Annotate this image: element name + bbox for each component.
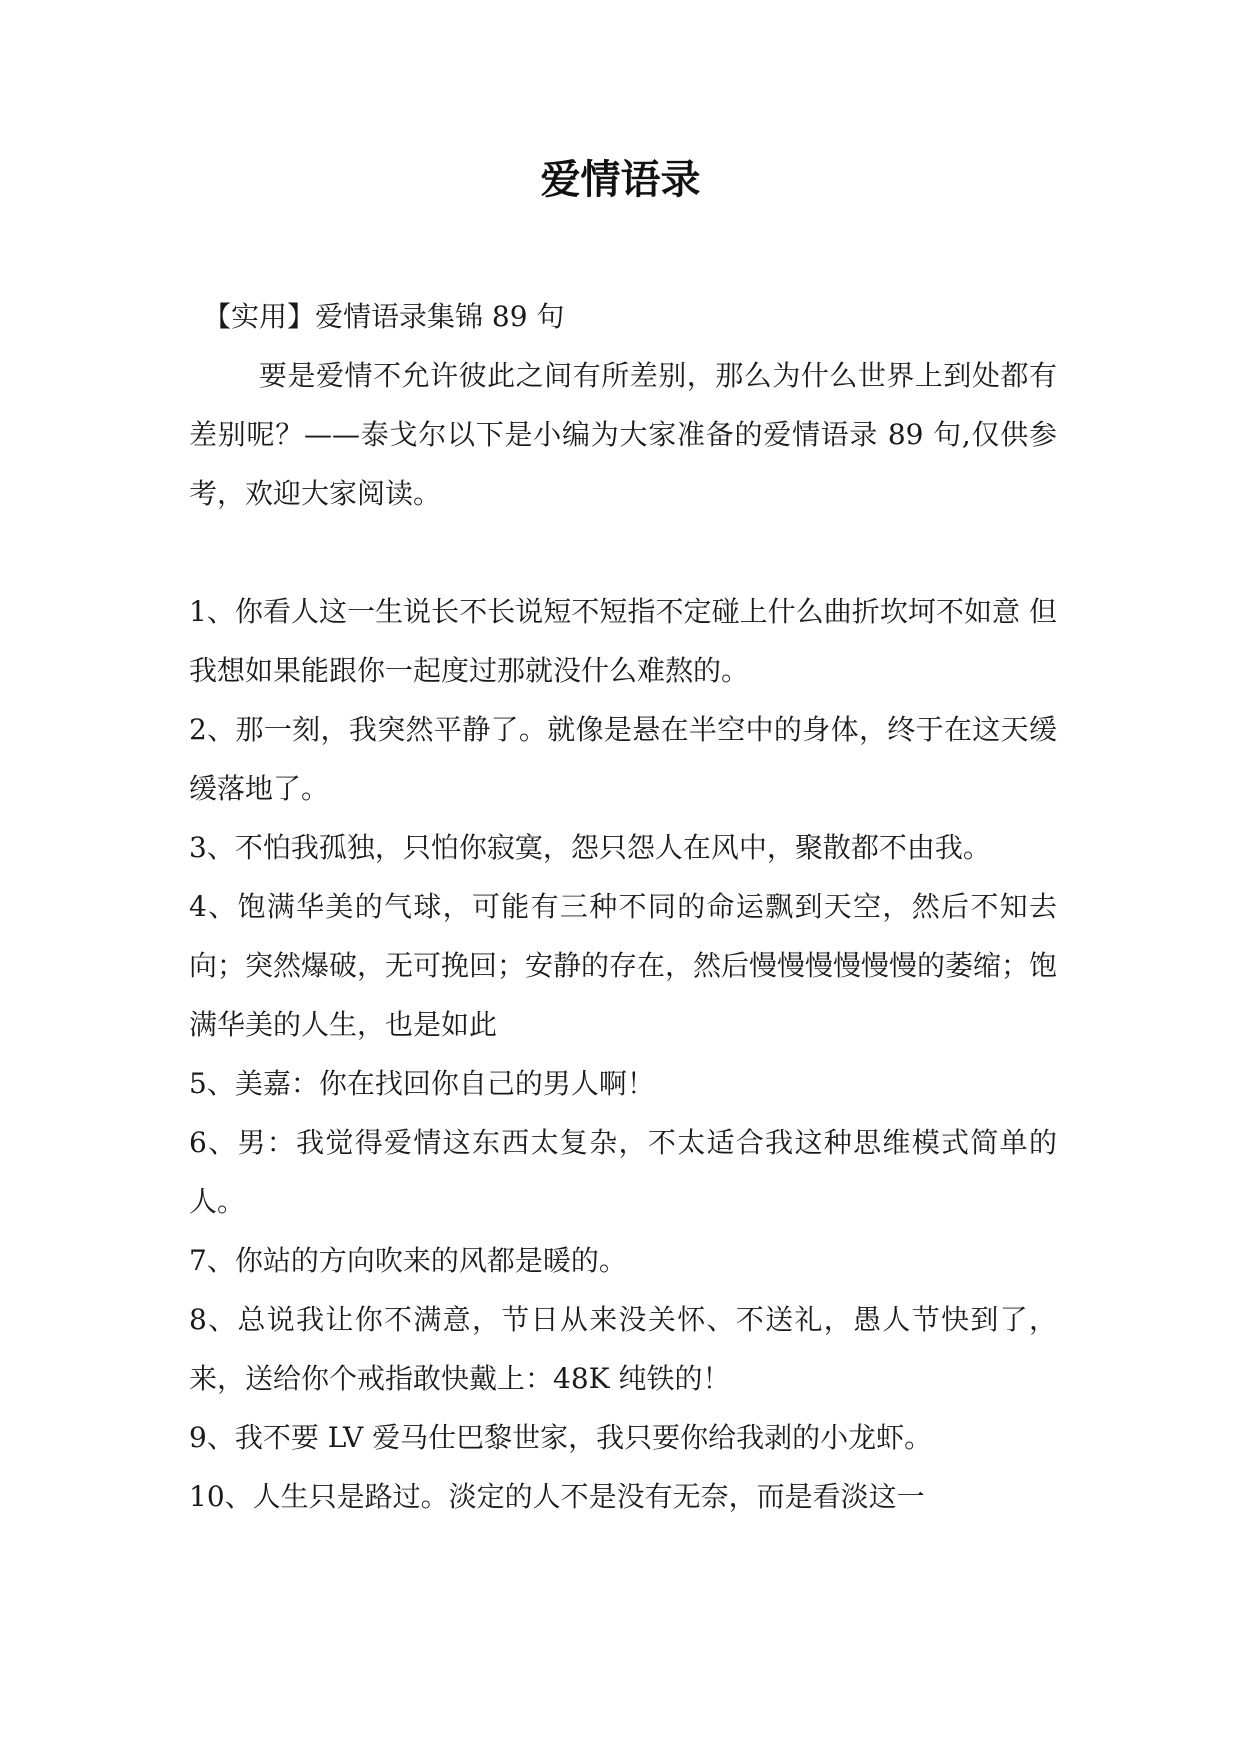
intro-paragraph: 要是爱情不允许彼此之间有所差别，那么为什么世界上到处都有差别呢？——泰戈尔以下是小编为大家准备的爱情语录 89 句,仅供参考，欢迎大家阅读。 bbox=[189, 359, 1057, 510]
document-body bbox=[189, 287, 1057, 1526]
quote-item-9: 9、我不要 LV 爱马仕巴黎世家，我只要你给我剥的小龙虾。 bbox=[189, 1421, 933, 1454]
paragraph-spacer bbox=[189, 523, 1057, 582]
quote-item-1: 1、你看人这一生说长不长说短不短指不定碰上什么曲折坎坷不如意 但我想如果能跟你一起度过那就没什么难熬的。 bbox=[189, 595, 1057, 687]
quote-item-7: 7、你站的方向吹来的风都是暖的。 bbox=[189, 1244, 627, 1277]
quote-item-6: 6、男：我觉得爱情这东西太复杂，不太适合我这种思维模式简单的人。 bbox=[189, 1126, 1057, 1218]
document-subtitle: 【实用】爱情语录集锦 89 句 bbox=[203, 300, 565, 333]
quote-item-4: 4、饱满华美的气球，可能有三种不同的命运飘到天空，然后不知去向；突然爆破，无可挽回；安静的存在，然后慢慢慢慢慢慢的萎缩；饱满华美的人生，也是如此 bbox=[189, 890, 1058, 1041]
quote-item-2: 2、那一刻，我突然平静了。就像是悬在半空中的身体，终于在这天缓缓落地了。 bbox=[189, 713, 1057, 805]
quote-item-10: 10、人生只是路过。淡定的人不是没有无奈，而是看淡这一 bbox=[189, 1480, 925, 1513]
document-title: 爱情语录 bbox=[540, 157, 701, 203]
quote-item-5: 5、美嘉：你在找回你自己的男人啊！ bbox=[189, 1067, 655, 1100]
quote-item-3: 3、不怕我孤独，只怕你寂寞，怨只怨人在风中，聚散都不由我。 bbox=[189, 831, 991, 864]
quote-item-8: 8、总说我让你不满意，节日从来没关怀、不送礼，愚人节快到了，来，送给你个戒指敢快戴上：48K 纯铁的！ bbox=[189, 1303, 1057, 1395]
